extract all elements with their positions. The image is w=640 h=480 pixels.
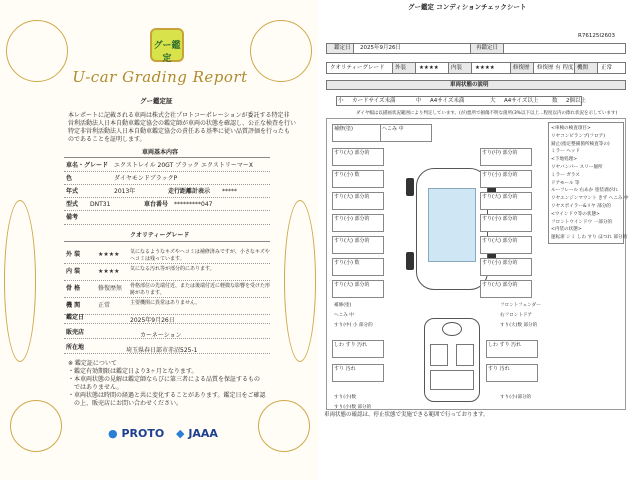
grade-value: 修復歴 有 程度 (537, 65, 574, 71)
ornament-top-left (6, 20, 68, 82)
quality-row (64, 282, 270, 298)
inspection-list-item: フロントウインドウ 一部分的 (551, 219, 613, 225)
quality-description: 気になるようなキズやヘコミは補修済みですが、小さなキズやヘコミは残っています。 (130, 249, 270, 262)
jaaa-mark-icon: ◆ (176, 427, 185, 440)
value-frame: *********047 (174, 201, 213, 208)
inspection-list-item: <下地処理> (551, 157, 578, 163)
label-store: 販売店 (66, 329, 85, 336)
inspection-list-item: リヤコンビランプ(フロア) (551, 133, 606, 139)
goo-kantei-logo: グー鑑定 (152, 30, 182, 60)
proto-logo-text: PROTO (121, 427, 165, 440)
damage-note-text: すり(中) 部分的 (482, 150, 518, 156)
row-notes (64, 212, 270, 225)
damage-note-text: しわ すり 汚れ (334, 342, 368, 348)
ornament-right (284, 200, 316, 362)
damage-note-text: すり(小) 数 (334, 260, 360, 266)
row-model (64, 160, 270, 172)
diagram-note: すり(小)部分的 (500, 395, 532, 400)
rear-seat-icon (430, 370, 474, 390)
row-model-code (64, 199, 270, 211)
damage-note-text: すり(大) 部分的 (334, 150, 370, 156)
damage-note-text: へこみ 中 (382, 126, 404, 132)
damage-note-text: すり(大) 部分的 (334, 238, 370, 244)
scale-desc: カードサイズ未満 (352, 98, 396, 104)
divider (64, 241, 270, 242)
intro-paragraph (68, 112, 297, 144)
diagram-note: すり(小)数 部分的 (334, 405, 372, 410)
quality-description: 主要機関に異常はありません。 (130, 300, 201, 306)
inspection-list-item: <内装の状態> (551, 227, 582, 233)
inspection-list-item: 運転席 シミ しわ すり ほつれ 部分的 (551, 235, 628, 241)
damage-note-text: 補修(塗) (334, 126, 353, 132)
inspection-list-item: <ウインドウ等の状態> (551, 211, 600, 217)
grade-label: クオリティーグレード (330, 65, 385, 71)
damage-note-text: すり(大) 部分的 (334, 194, 370, 200)
disclaimer-line: ではありません。 (68, 384, 123, 391)
damage-note-text: しわ すり 汚れ (488, 342, 522, 348)
steering-wheel-icon (442, 322, 462, 336)
quality-grade: ★★★★ (98, 251, 120, 258)
grading-certificate (0, 0, 318, 480)
quality-row (64, 248, 270, 264)
section-quality: クオリティーグレード (130, 232, 190, 239)
wheel-icon (406, 178, 414, 196)
grade-category: 機関 (577, 65, 589, 71)
script-title: U-car Grading Report (72, 68, 248, 86)
car-roof (428, 188, 476, 262)
inspection-list-item: ドアモール 等 (551, 180, 580, 186)
grade-category: 内装 (451, 65, 463, 71)
sheet-title: グー鑑定 コンディションチェックシート (408, 3, 527, 11)
label-notes: 備考 (66, 214, 79, 221)
scale-key: 数 (552, 98, 558, 104)
inspection-list-item: ミラー ガラス (551, 172, 580, 178)
inspection-list-item: リヤバンパー スリー個所 (551, 165, 603, 170)
grade-value: ★★★★ (475, 65, 495, 71)
quality-label: 内 装 (66, 268, 81, 275)
scale-desc: A4サイズ未満 (430, 98, 465, 104)
value-color: ダイヤモンドブラックP (114, 175, 178, 182)
intro-line: 本レポートに記載される車両は株式会社プロトコーポレーションが委託する特定非 (68, 112, 290, 119)
scale-desc: 2個以上 (566, 98, 586, 104)
damage-note-text: すり(大) 部分的 (482, 194, 518, 200)
damage-note-text: すり(小) 部分的 (482, 216, 518, 222)
proto-mark-icon: ● (108, 427, 118, 440)
diagram-note: すり(小)数 (334, 395, 356, 400)
diagram-note: へこみ 中 (334, 313, 354, 318)
divider (64, 157, 270, 158)
damage-note-text: すり(小) 数 (334, 172, 360, 178)
section-title: 車両状態の説明 (450, 82, 489, 88)
seat-icon (456, 344, 474, 366)
grade-value: 正常 (601, 65, 613, 71)
scale-key: 小 (338, 98, 344, 104)
intro-line: 営利活動法人日本自動車鑑定協会の鑑定師が車両の状態を確認し、公正な検査を行い (68, 120, 297, 127)
ornament-top-right (250, 20, 312, 82)
grade-category: 修復歴 (513, 65, 530, 71)
quality-label: 外 装 (66, 251, 81, 258)
wheel-icon (406, 252, 414, 270)
footer-note: 車両状態の確認は、停止状態で実施できる範囲で行っております。 (324, 412, 489, 418)
scale-key: 大 (490, 98, 496, 104)
diagram-note: すり(大)数 部分的 (500, 323, 538, 328)
grade-category: 外装 (395, 65, 407, 71)
label-mileage: 走行距離計表示 (168, 188, 211, 195)
value-model-code: DNT31 (90, 201, 111, 208)
seat-icon (430, 344, 448, 366)
scale-key: 中 (416, 98, 422, 104)
quality-description: 気になる汚れ等が部分的にあります。 (130, 266, 215, 272)
jaaa-logo-text: JAAA (188, 427, 218, 440)
diagram-note: 補修(塗) (334, 303, 352, 308)
date-value: 2025年9月26日 (360, 45, 401, 51)
damage-note-text: すり(大) 部分的 (482, 238, 518, 244)
label-address: 所在地 (66, 344, 85, 351)
legend-text: ダイヤ幅は以描画状況範囲により判定しています。(が)悪所で損傷不明な箇所(3%以下以上…程度以内の擦れ状況を示しています) (356, 111, 618, 116)
certificate-title: グー鑑定証 (140, 97, 173, 105)
value-date: 2025年9月26日 (130, 317, 175, 324)
quality-row (64, 265, 270, 281)
diagram-note: すり(中) 小 部分的 (334, 323, 373, 328)
reg-label: 再鑑定日 (476, 45, 499, 51)
inspection-list-item: ルーフレール 右あか 塗装剥がれ (551, 188, 618, 194)
quality-grade: ★★★★ (98, 268, 120, 275)
date-label: 鑑定日 (334, 45, 351, 51)
scale-desc: A4サイズ以上 (504, 98, 539, 104)
inspection-list-item: リヤエンジンマウント きず へこみ 中 (551, 196, 629, 202)
condition-check-sheet (320, 0, 640, 480)
section-vehicle: 車両基本内容 (142, 149, 179, 156)
jaaa-logo (176, 427, 218, 440)
value-model: エクストレイル 20GT ブラック エクストリーマーX (114, 162, 254, 169)
damage-note-text: すり 汚れ (334, 366, 356, 372)
inspection-list-item: リヤスポイラー&リヤ 部分的 (551, 204, 611, 209)
damage-note-text: すり(小) 部分的 (334, 216, 370, 222)
damage-note-text: すり(小) 部分的 (482, 172, 518, 178)
value-mileage: ***** (222, 188, 237, 195)
inspection-list-item: ミラー ヘッド (551, 149, 581, 155)
label-model: 車名・グレード (66, 162, 109, 169)
diagram-note: フロントフェンダー (500, 303, 541, 308)
intro-line: 特定非営利活動法人日本自動車鑑定協会の責任ある基準に従い品質評価を行ったも (68, 128, 291, 135)
disclaimer-line: の上、販売店にお問い合わせください。 (68, 400, 183, 407)
intro-line: のであることを証明します。 (68, 136, 146, 143)
value-store: カーネーション (140, 332, 182, 339)
inspection-list-item: 錆止(指定整備箇所検査等の) (551, 141, 610, 147)
row-color (64, 173, 270, 185)
quality-description: 骨格部位の先端付近、または後端付近に軽微な影響を受けた形跡があります。 (130, 283, 271, 296)
damage-note-text: すり 汚れ (488, 366, 510, 372)
diagram-note: 右フロントドア (500, 313, 533, 318)
label-model-code: 型式 (66, 201, 79, 208)
disclaimer (68, 360, 268, 408)
grade-value: ★★★★ (419, 65, 439, 71)
disclaimer-line: ・本車両状態の見解は鑑定師ならびに第三者による品質を保証するもの (68, 376, 261, 383)
quality-grade: 修復歴無 (98, 285, 123, 292)
quality-label: 機 関 (66, 302, 81, 309)
ornament-bottom-left (10, 400, 62, 452)
sheet-id: R76125I2603 (578, 33, 615, 39)
disclaimer-line: ※ 鑑定証について (68, 360, 117, 367)
proto-logo (108, 427, 164, 440)
label-year: 年式 (66, 188, 79, 195)
damage-note-text: すり(大) 部分的 (482, 282, 518, 288)
label-date: 鑑定日 (66, 314, 85, 321)
inspection-list-item: <車検の検査項目> (551, 126, 591, 131)
damage-note-text: すり(大) 部分的 (334, 282, 370, 288)
value-year: 2013年 (114, 188, 136, 195)
label-color: 色 (66, 175, 73, 182)
quality-label: 骨 格 (66, 285, 81, 292)
ornament-left (4, 200, 36, 362)
damage-note-text: すり(小) 部分的 (482, 260, 518, 266)
row-year (64, 186, 270, 198)
disclaimer-line: ・鑑定有効期限は鑑定日より3ヶ月となります。 (68, 368, 198, 375)
quality-grade: 正常 (98, 302, 111, 309)
disclaimer-line: ・車両状態は時間の経過と共に変化することがあります。鑑定日をご確認 (68, 392, 266, 399)
label-frame: 車台番号 (144, 201, 169, 208)
value-address: 埼玉県春日部市赤沼525-1 (126, 347, 198, 354)
